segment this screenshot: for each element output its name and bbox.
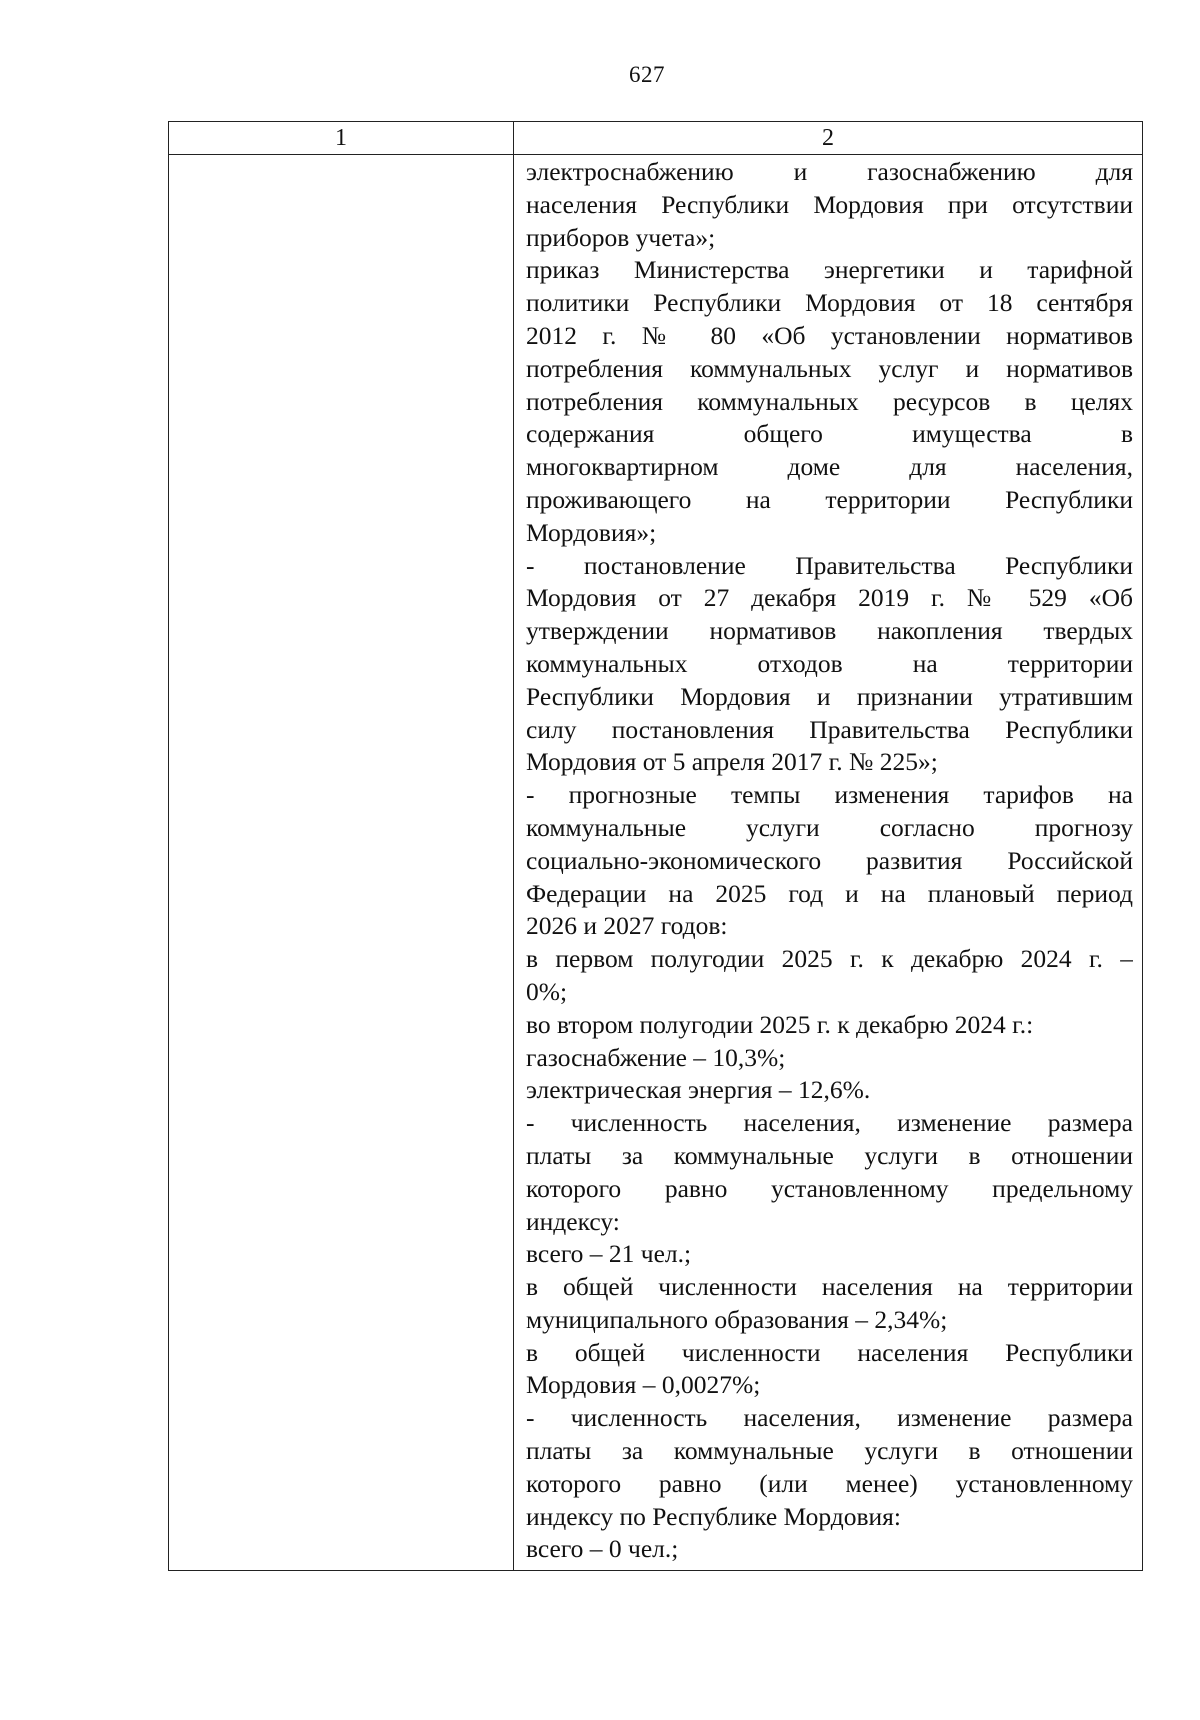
text-line: потребления коммунальных услуг и нормативов [526,353,1133,383]
text-line: платы за коммунальные услуги в отношении [526,1436,1133,1466]
text-line: Федерации на 2025 год и на плановый период [526,878,1133,908]
column-2-cell [514,155,1143,1571]
text-line: Мордовия»; [526,517,657,547]
text-line: газоснабжение – 10,3%; [526,1042,786,1072]
text-line: - численность населения, изменение размера [526,1403,1133,1433]
text-line: в первом полугодии 2025 г. к декабрю 2024 г. – [526,944,1133,974]
text-line: индексу: [526,1206,620,1236]
text-line: Мордовия от 5 апреля 2017 г. № 225»; [526,747,938,777]
text-line: коммунальные услуги согласно прогнозу [526,812,1133,842]
text-line: в общей численности населения на территории [526,1272,1133,1302]
text-line: всего – 21 чел.; [526,1239,692,1269]
text-line: - прогнозные темпы изменения тарифов на [526,780,1133,810]
text-line: - постановление Правительства Республики [526,550,1133,580]
text-line: 2012 г. № 80 «Об установлении нормативов [526,320,1133,350]
text-line: содержания общего имущества в [526,419,1133,449]
text-line: электрическая энергия – 12,6%. [526,1075,871,1105]
text-line: Республики Мордовия и признании утратившим [526,681,1133,711]
text-line: электроснабжению и газоснабжению для [526,157,1133,186]
column-1-cell [169,155,514,1571]
text-line: всего – 0 чел.; [526,1534,679,1564]
text-line: приборов учета»; [526,222,716,252]
text-line: социально-экономического развития Российской [526,845,1133,875]
text-line: платы за коммунальные услуги в отношении [526,1140,1133,1170]
text-line: приказ Министерства энергетики и тарифной [526,255,1133,285]
text-line: населения Республики Мордовия при отсутствии [526,189,1133,219]
page-number: 627 [629,62,665,87]
text-line: которого равно установленному предельному [526,1173,1133,1203]
text-line: Мордовия от 27 декабря 2019 г. № 529 «Об [526,583,1133,613]
text-line: коммунальных отходов на территории [526,648,1133,678]
column-2-text [526,156,1133,1566]
column-1-header: 1 [169,122,514,155]
text-line: которого равно (или менее) установленному [526,1468,1133,1498]
text-line: проживающего на территории Республики [526,484,1133,514]
text-line: 2026 и 2027 годов: [526,911,728,941]
text-line: муниципального образования – 2,34%; [526,1304,948,1334]
table-header-row [169,122,1143,155]
column-2-header: 2 [514,122,1143,155]
text-line: в общей численности населения Республики [526,1337,1133,1367]
text-line: утверждении нормативов накопления твердых [526,616,1133,646]
table-row [169,155,1143,1571]
text-line: политики Республики Мордовия от 18 сентября [526,288,1133,318]
text-line: во втором полугодии 2025 г. к декабрю 2024 г.: [526,1009,1034,1039]
text-line: потребления коммунальных ресурсов в целях [526,386,1133,416]
text-line: Мордовия – 0,0027%; [526,1370,761,1400]
text-line: силу постановления Правительства Республики [526,714,1133,744]
text-line: - численность населения, изменение размера [526,1108,1133,1138]
text-line: 0%; [526,976,568,1006]
document-table [168,121,1143,1571]
text-line: индексу по Республике Мордовия: [526,1501,901,1531]
text-line: многоквартирном доме для населения, [526,452,1133,482]
